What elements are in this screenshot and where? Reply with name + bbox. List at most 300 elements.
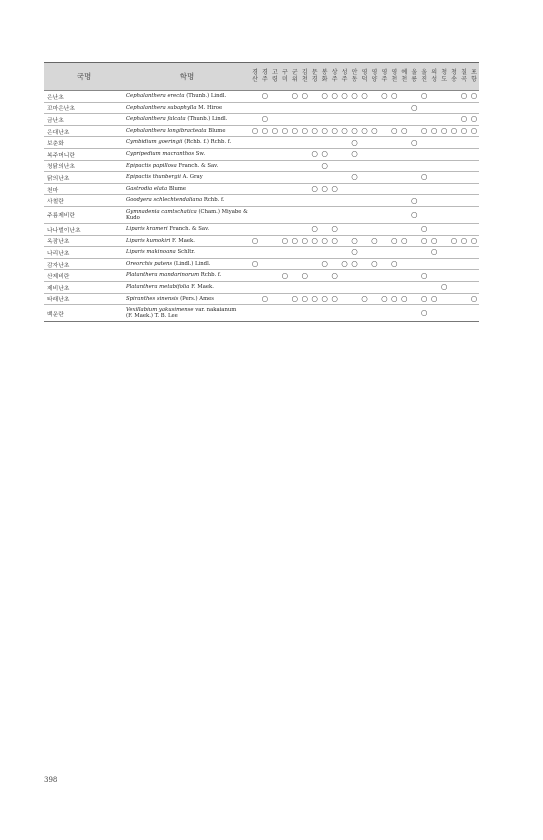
occurrence-cell bbox=[270, 305, 280, 322]
occurrence-cell bbox=[250, 102, 260, 114]
occurrence-cell bbox=[330, 195, 340, 207]
occurrence-cell bbox=[310, 281, 320, 293]
occurrence-cell bbox=[449, 183, 459, 195]
occurrence-cell bbox=[300, 114, 310, 126]
occurrence-cell bbox=[310, 258, 320, 270]
header-region-char: 영 bbox=[371, 68, 378, 76]
occurrence-cell bbox=[429, 223, 439, 235]
author: F. Maek. bbox=[191, 284, 214, 290]
occurrence-cell: ○ bbox=[401, 293, 408, 303]
header-region-char: 천 bbox=[301, 75, 308, 83]
occurrence-cell bbox=[459, 195, 469, 207]
occurrence-cell bbox=[260, 183, 270, 195]
occurrence-cell bbox=[389, 195, 399, 207]
genus-species: Cephalanthera longibracteata bbox=[126, 127, 207, 134]
occurrence-cell bbox=[250, 206, 260, 223]
occurrence-cell bbox=[429, 137, 439, 149]
occurrence-cell bbox=[270, 235, 280, 247]
occurrence-cell bbox=[310, 206, 320, 223]
occurrence-cell bbox=[359, 281, 369, 293]
occurrence-cell bbox=[429, 183, 439, 195]
occurrence-cell bbox=[320, 114, 330, 126]
occurrence-cell bbox=[359, 195, 369, 207]
occurrence-cell bbox=[340, 206, 350, 223]
author: Sw. bbox=[195, 151, 205, 158]
header-scientific-name: 학명 bbox=[124, 63, 250, 91]
occurrence-cell: ○ bbox=[361, 91, 368, 101]
header-region-char: 송 bbox=[451, 75, 457, 83]
occurrence-cell bbox=[459, 305, 469, 322]
header-region bbox=[260, 63, 270, 91]
occurrence-cell bbox=[300, 148, 310, 160]
table-row bbox=[44, 160, 479, 172]
occurrence-cell bbox=[359, 160, 369, 172]
occurrence-cell: ○ bbox=[420, 270, 428, 280]
table-row bbox=[44, 206, 479, 223]
occurrence-cell bbox=[280, 281, 290, 293]
occurrence-cell: ○ bbox=[410, 102, 418, 112]
occurrence-cell bbox=[399, 183, 409, 195]
genus-species: Goodyera schlechtendaliana bbox=[126, 197, 203, 204]
occurrence-cell bbox=[330, 281, 340, 293]
occurrence-cell: ○ bbox=[381, 293, 388, 303]
header-region-char: 영 bbox=[361, 68, 368, 76]
occurrence-cell: ○ bbox=[371, 235, 378, 245]
occurrence-cell: ○ bbox=[291, 126, 299, 136]
occurrence-cell bbox=[399, 247, 409, 259]
author-extra: (F. Maek.) T. B. Lee bbox=[126, 313, 178, 320]
occurrence-cell bbox=[449, 270, 459, 282]
author: (Thunb.) Lindl. bbox=[186, 93, 227, 100]
occurrence-cell bbox=[469, 206, 479, 223]
occurrence-cell bbox=[369, 148, 379, 160]
occurrence-cell: ○ bbox=[351, 235, 358, 245]
header-region-char: 천 bbox=[401, 75, 408, 83]
occurrence-cell bbox=[340, 172, 350, 184]
genus-species: Cephalanthera falcata bbox=[126, 116, 186, 123]
occurrence-cell: ○ bbox=[440, 126, 448, 136]
occurrence-cell bbox=[300, 102, 310, 114]
occurrence-cell: ○ bbox=[311, 293, 318, 303]
occurrence-cell bbox=[389, 160, 399, 172]
occurrence-cell bbox=[290, 160, 300, 172]
occurrence-cell: ○ bbox=[281, 126, 289, 136]
occurrence-cell bbox=[419, 195, 429, 207]
header-region-char: 곡 bbox=[461, 75, 467, 83]
korean-name: 보춘화 bbox=[44, 137, 124, 149]
occurrence-cell bbox=[330, 102, 340, 114]
table-row bbox=[44, 223, 479, 235]
header-region-char: 천 bbox=[391, 75, 398, 83]
occurrence-cell bbox=[369, 293, 379, 305]
occurrence-cell bbox=[369, 172, 379, 184]
occurrence-cell: ○ bbox=[261, 126, 269, 136]
occurrence-cell: ○ bbox=[391, 126, 398, 136]
scientific-name bbox=[124, 305, 250, 322]
occurrence-cell bbox=[399, 114, 409, 126]
occurrence-cell bbox=[260, 172, 270, 184]
occurrence-cell bbox=[449, 114, 459, 126]
occurrence-cell bbox=[409, 91, 419, 103]
occurrence-cell bbox=[469, 281, 479, 293]
occurrence-cell bbox=[250, 91, 260, 103]
header-region-char: 예 bbox=[401, 68, 408, 76]
occurrence-cell bbox=[300, 137, 310, 149]
occurrence-cell bbox=[330, 172, 340, 184]
occurrence-cell bbox=[399, 160, 409, 172]
occurrence-cell bbox=[340, 305, 350, 322]
occurrence-cell bbox=[459, 223, 469, 235]
occurrence-cell bbox=[419, 137, 429, 149]
occurrence-cell bbox=[399, 148, 409, 160]
occurrence-cell bbox=[439, 172, 449, 184]
table-row bbox=[44, 235, 479, 247]
table-header-row bbox=[44, 63, 479, 91]
genus-species: Epipactis thunbergii bbox=[126, 174, 181, 181]
occurrence-cell bbox=[369, 223, 379, 235]
occurrence-cell bbox=[260, 148, 270, 160]
occurrence-cell: ○ bbox=[391, 259, 398, 269]
occurrence-cell bbox=[429, 305, 439, 322]
occurrence-cell bbox=[270, 195, 280, 207]
occurrence-cell bbox=[250, 223, 260, 235]
page-number: 398 bbox=[44, 776, 58, 784]
occurrence-cell bbox=[260, 247, 270, 259]
occurrence-cell bbox=[429, 270, 439, 282]
occurrence-cell bbox=[350, 114, 360, 126]
occurrence-cell: ○ bbox=[371, 259, 378, 269]
occurrence-cell bbox=[379, 195, 389, 207]
occurrence-cell bbox=[389, 137, 399, 149]
occurrence-cell bbox=[340, 270, 350, 282]
occurrence-cell bbox=[270, 114, 280, 126]
occurrence-cell bbox=[439, 91, 449, 103]
korean-name: 주름제비란 bbox=[44, 206, 124, 223]
table-row bbox=[44, 102, 479, 114]
korean-name: 청닭의난초 bbox=[44, 160, 124, 172]
occurrence-cell bbox=[300, 223, 310, 235]
occurrence-cell: ○ bbox=[419, 305, 429, 322]
occurrence-cell: ○ bbox=[460, 235, 468, 245]
occurrence-cell: ○ bbox=[251, 126, 259, 136]
occurrence-cell bbox=[389, 102, 399, 114]
occurrence-cell bbox=[290, 247, 300, 259]
occurrence-cell bbox=[459, 183, 469, 195]
occurrence-cell bbox=[270, 270, 280, 282]
occurrence-cell: ○ bbox=[440, 282, 448, 292]
occurrence-cell bbox=[399, 102, 409, 114]
korean-name: 옥잠난초 bbox=[44, 235, 124, 247]
header-region-char: 김 bbox=[301, 68, 308, 76]
occurrence-cell: ○ bbox=[301, 293, 309, 303]
occurrence-cell bbox=[459, 160, 469, 172]
occurrence-cell bbox=[300, 281, 310, 293]
occurrence-cell bbox=[369, 91, 379, 103]
header-region-char: 울 bbox=[421, 68, 428, 76]
occurrence-cell bbox=[250, 195, 260, 207]
occurrence-cell bbox=[409, 148, 419, 160]
occurrence-cell: ○ bbox=[251, 235, 259, 245]
occurrence-cell bbox=[260, 160, 270, 172]
header-region-char: 주 bbox=[381, 75, 388, 83]
occurrence-cell bbox=[320, 305, 330, 322]
table-row bbox=[44, 125, 479, 137]
scientific-name bbox=[124, 125, 250, 137]
occurrence-cell: ○ bbox=[331, 126, 338, 136]
occurrence-cell bbox=[449, 137, 459, 149]
occurrence-cell bbox=[350, 195, 360, 207]
occurrence-cell bbox=[270, 148, 280, 160]
genus-species: Cymbidium goeringii bbox=[126, 139, 183, 146]
header-region-char: 안 bbox=[351, 68, 358, 76]
occurrence-cell bbox=[340, 247, 350, 259]
occurrence-cell bbox=[359, 223, 369, 235]
occurrence-cell bbox=[260, 206, 270, 223]
occurrence-cell bbox=[350, 305, 360, 322]
occurrence-cell: ○ bbox=[430, 235, 438, 245]
occurrence-cell: ○ bbox=[470, 293, 478, 303]
occurrence-cell bbox=[379, 206, 389, 223]
occurrence-cell bbox=[419, 281, 429, 293]
table-row bbox=[44, 183, 479, 195]
occurrence-cell bbox=[320, 281, 330, 293]
author: Franch. & Sav. bbox=[169, 226, 210, 233]
occurrence-cell: ○ bbox=[430, 293, 438, 303]
occurrence-cell bbox=[429, 206, 439, 223]
header-region bbox=[250, 63, 260, 91]
occurrence-cell bbox=[379, 183, 389, 195]
occurrence-cell bbox=[330, 160, 340, 172]
occurrence-cell bbox=[280, 160, 290, 172]
occurrence-cell bbox=[439, 137, 449, 149]
author: (Lindl.) Lindl. bbox=[173, 260, 211, 267]
table-row bbox=[44, 281, 479, 293]
occurrence-cell bbox=[260, 137, 270, 149]
occurrence-cell bbox=[459, 258, 469, 270]
scientific-name bbox=[124, 172, 250, 184]
occurrence-cell bbox=[280, 183, 290, 195]
occurrence-cell bbox=[290, 183, 300, 195]
occurrence-cell bbox=[350, 270, 360, 282]
occurrence-cell bbox=[419, 114, 429, 126]
header-region-char: 화 bbox=[321, 75, 328, 83]
occurrence-cell bbox=[359, 258, 369, 270]
occurrence-cell: ○ bbox=[321, 293, 328, 303]
scientific-name bbox=[124, 91, 250, 103]
genus-species: Gastrodia elata bbox=[126, 185, 168, 192]
occurrence-cell bbox=[379, 281, 389, 293]
occurrence-cell: ○ bbox=[420, 224, 428, 234]
occurrence-cell bbox=[320, 223, 330, 235]
occurrence-cell bbox=[449, 102, 459, 114]
occurrence-cell bbox=[399, 195, 409, 207]
occurrence-cell: ○ bbox=[420, 235, 428, 245]
scientific-name bbox=[124, 183, 250, 195]
occurrence-cell bbox=[280, 148, 290, 160]
korean-name: 천마 bbox=[44, 183, 124, 195]
header-region bbox=[359, 63, 369, 91]
occurrence-cell: ○ bbox=[331, 293, 338, 303]
header-region-char: 릉 bbox=[411, 75, 418, 83]
scientific-name bbox=[124, 281, 250, 293]
header-region bbox=[310, 63, 320, 91]
occurrence-cell bbox=[340, 102, 350, 114]
occurrence-cell bbox=[379, 258, 389, 270]
occurrence-cell bbox=[250, 137, 260, 149]
occurrence-cell: ○ bbox=[281, 270, 289, 280]
occurrence-cell bbox=[280, 102, 290, 114]
occurrence-cell: ○ bbox=[291, 293, 299, 303]
scientific-name bbox=[124, 160, 250, 172]
scientific-name bbox=[124, 247, 250, 259]
author: M. Hiroe bbox=[198, 104, 223, 111]
header-region-char: 산 bbox=[252, 75, 258, 83]
header-region bbox=[449, 63, 459, 91]
occurrence-cell bbox=[379, 148, 389, 160]
occurrence-cell bbox=[419, 102, 429, 114]
occurrence-cell bbox=[439, 305, 449, 322]
header-region-char: 진 bbox=[421, 75, 428, 83]
occurrence-cell: ○ bbox=[311, 235, 318, 245]
occurrence-cell bbox=[449, 206, 459, 223]
author: (Thunb.) Lindl. bbox=[187, 116, 228, 123]
occurrence-cell bbox=[439, 206, 449, 223]
korean-name: 꼬마은난초 bbox=[44, 102, 124, 114]
occurrence-cell bbox=[260, 223, 270, 235]
header-region-char: 덕 bbox=[361, 75, 368, 83]
occurrence-cell bbox=[419, 183, 429, 195]
occurrence-cell bbox=[369, 247, 379, 259]
genus-species: Cephalanthera subaphylla bbox=[126, 104, 197, 111]
occurrence-cell bbox=[250, 148, 260, 160]
occurrence-cell: ○ bbox=[381, 91, 388, 101]
occurrence-cell bbox=[369, 281, 379, 293]
occurrence-cell bbox=[359, 247, 369, 259]
header-region-char: 미 bbox=[281, 75, 288, 83]
occurrence-cell: ○ bbox=[450, 235, 458, 245]
occurrence-cell: ○ bbox=[470, 235, 478, 245]
occurrence-cell bbox=[290, 223, 300, 235]
genus-species: Gymnadenia camtschatica bbox=[126, 208, 197, 215]
occurrence-cell: ○ bbox=[301, 270, 309, 280]
author: Blume bbox=[208, 127, 226, 134]
occurrence-cell bbox=[320, 206, 330, 223]
header-region-char: 군 bbox=[291, 68, 298, 76]
header-region-char: 영 bbox=[391, 68, 398, 76]
occurrence-cell bbox=[369, 305, 379, 322]
occurrence-cell bbox=[459, 247, 469, 259]
occurrence-cell bbox=[250, 160, 260, 172]
occurrence-cell bbox=[290, 258, 300, 270]
header-region-char: 포 bbox=[471, 68, 477, 76]
occurrence-cell bbox=[409, 183, 419, 195]
occurrence-cell bbox=[439, 258, 449, 270]
header-region bbox=[280, 63, 290, 91]
occurrence-cell bbox=[340, 183, 350, 195]
occurrence-cell bbox=[250, 114, 260, 126]
occurrence-cell bbox=[379, 305, 389, 322]
occurrence-cell bbox=[340, 195, 350, 207]
occurrence-cell bbox=[429, 281, 439, 293]
occurrence-cell bbox=[260, 258, 270, 270]
scientific-name bbox=[124, 114, 250, 126]
occurrence-cell bbox=[300, 206, 310, 223]
header-region bbox=[439, 63, 449, 91]
occurrence-cell bbox=[399, 137, 409, 149]
occurrence-cell bbox=[280, 206, 290, 223]
occurrence-cell bbox=[399, 206, 409, 223]
occurrence-cell bbox=[320, 195, 330, 207]
occurrence-cell: ○ bbox=[351, 126, 358, 136]
table-row bbox=[44, 148, 479, 160]
header-region-char: 위 bbox=[291, 75, 298, 83]
occurrence-cell: ○ bbox=[450, 126, 458, 136]
occurrence-cell bbox=[290, 281, 300, 293]
occurrence-cell bbox=[469, 223, 479, 235]
occurrence-cell bbox=[439, 160, 449, 172]
occurrence-cell: ○ bbox=[361, 126, 368, 136]
occurrence-cell bbox=[389, 206, 399, 223]
occurrence-cell bbox=[340, 223, 350, 235]
occurrence-cell: ○ bbox=[311, 184, 318, 194]
occurrence-cell: ○ bbox=[271, 126, 279, 136]
header-region-char: 봉 bbox=[321, 68, 328, 76]
occurrence-cell bbox=[449, 305, 459, 322]
occurrence-cell bbox=[359, 183, 369, 195]
occurrence-cell bbox=[449, 247, 459, 259]
occurrence-cell: ○ bbox=[331, 270, 338, 280]
occurrence-cell bbox=[310, 195, 320, 207]
table-row bbox=[44, 114, 479, 126]
header-region-char: 문 bbox=[311, 68, 318, 76]
occurrence-cell bbox=[379, 235, 389, 247]
occurrence-cell: ○ bbox=[351, 172, 358, 182]
occurrence-cell bbox=[429, 102, 439, 114]
occurrence-cell: ○ bbox=[361, 293, 368, 303]
occurrence-cell bbox=[419, 206, 429, 223]
occurrence-cell bbox=[320, 247, 330, 259]
occurrence-cell bbox=[250, 305, 260, 322]
occurrence-cell bbox=[429, 114, 439, 126]
header-region bbox=[369, 63, 379, 91]
occurrence-cell bbox=[290, 102, 300, 114]
header-region-char: 주 bbox=[262, 75, 268, 83]
occurrence-cell bbox=[280, 91, 290, 103]
occurrence-cell: ○ bbox=[251, 259, 259, 269]
occurrence-cell bbox=[250, 293, 260, 305]
occurrence-cell bbox=[379, 172, 389, 184]
occurrence-cell: ○ bbox=[410, 195, 418, 205]
korean-name: 나나벌이난초 bbox=[44, 223, 124, 235]
occurrence-cell: ○ bbox=[311, 224, 318, 234]
occurrence-cell bbox=[399, 223, 409, 235]
occurrence-cell bbox=[250, 247, 260, 259]
occurrence-cell bbox=[369, 102, 379, 114]
occurrence-cell bbox=[399, 91, 409, 103]
header-region-char: 경 bbox=[252, 68, 258, 76]
header-region-char: 고 bbox=[271, 68, 278, 76]
occurrence-cell bbox=[330, 114, 340, 126]
occurrence-cell bbox=[260, 102, 270, 114]
occurrence-cell: ○ bbox=[401, 126, 408, 136]
table-row bbox=[44, 172, 479, 184]
author: Blume bbox=[168, 185, 187, 192]
occurrence-cell bbox=[350, 102, 360, 114]
occurrence-cell bbox=[359, 148, 369, 160]
occurrence-cell: ○ bbox=[460, 126, 468, 136]
header-region bbox=[389, 63, 399, 91]
header-region bbox=[379, 63, 389, 91]
